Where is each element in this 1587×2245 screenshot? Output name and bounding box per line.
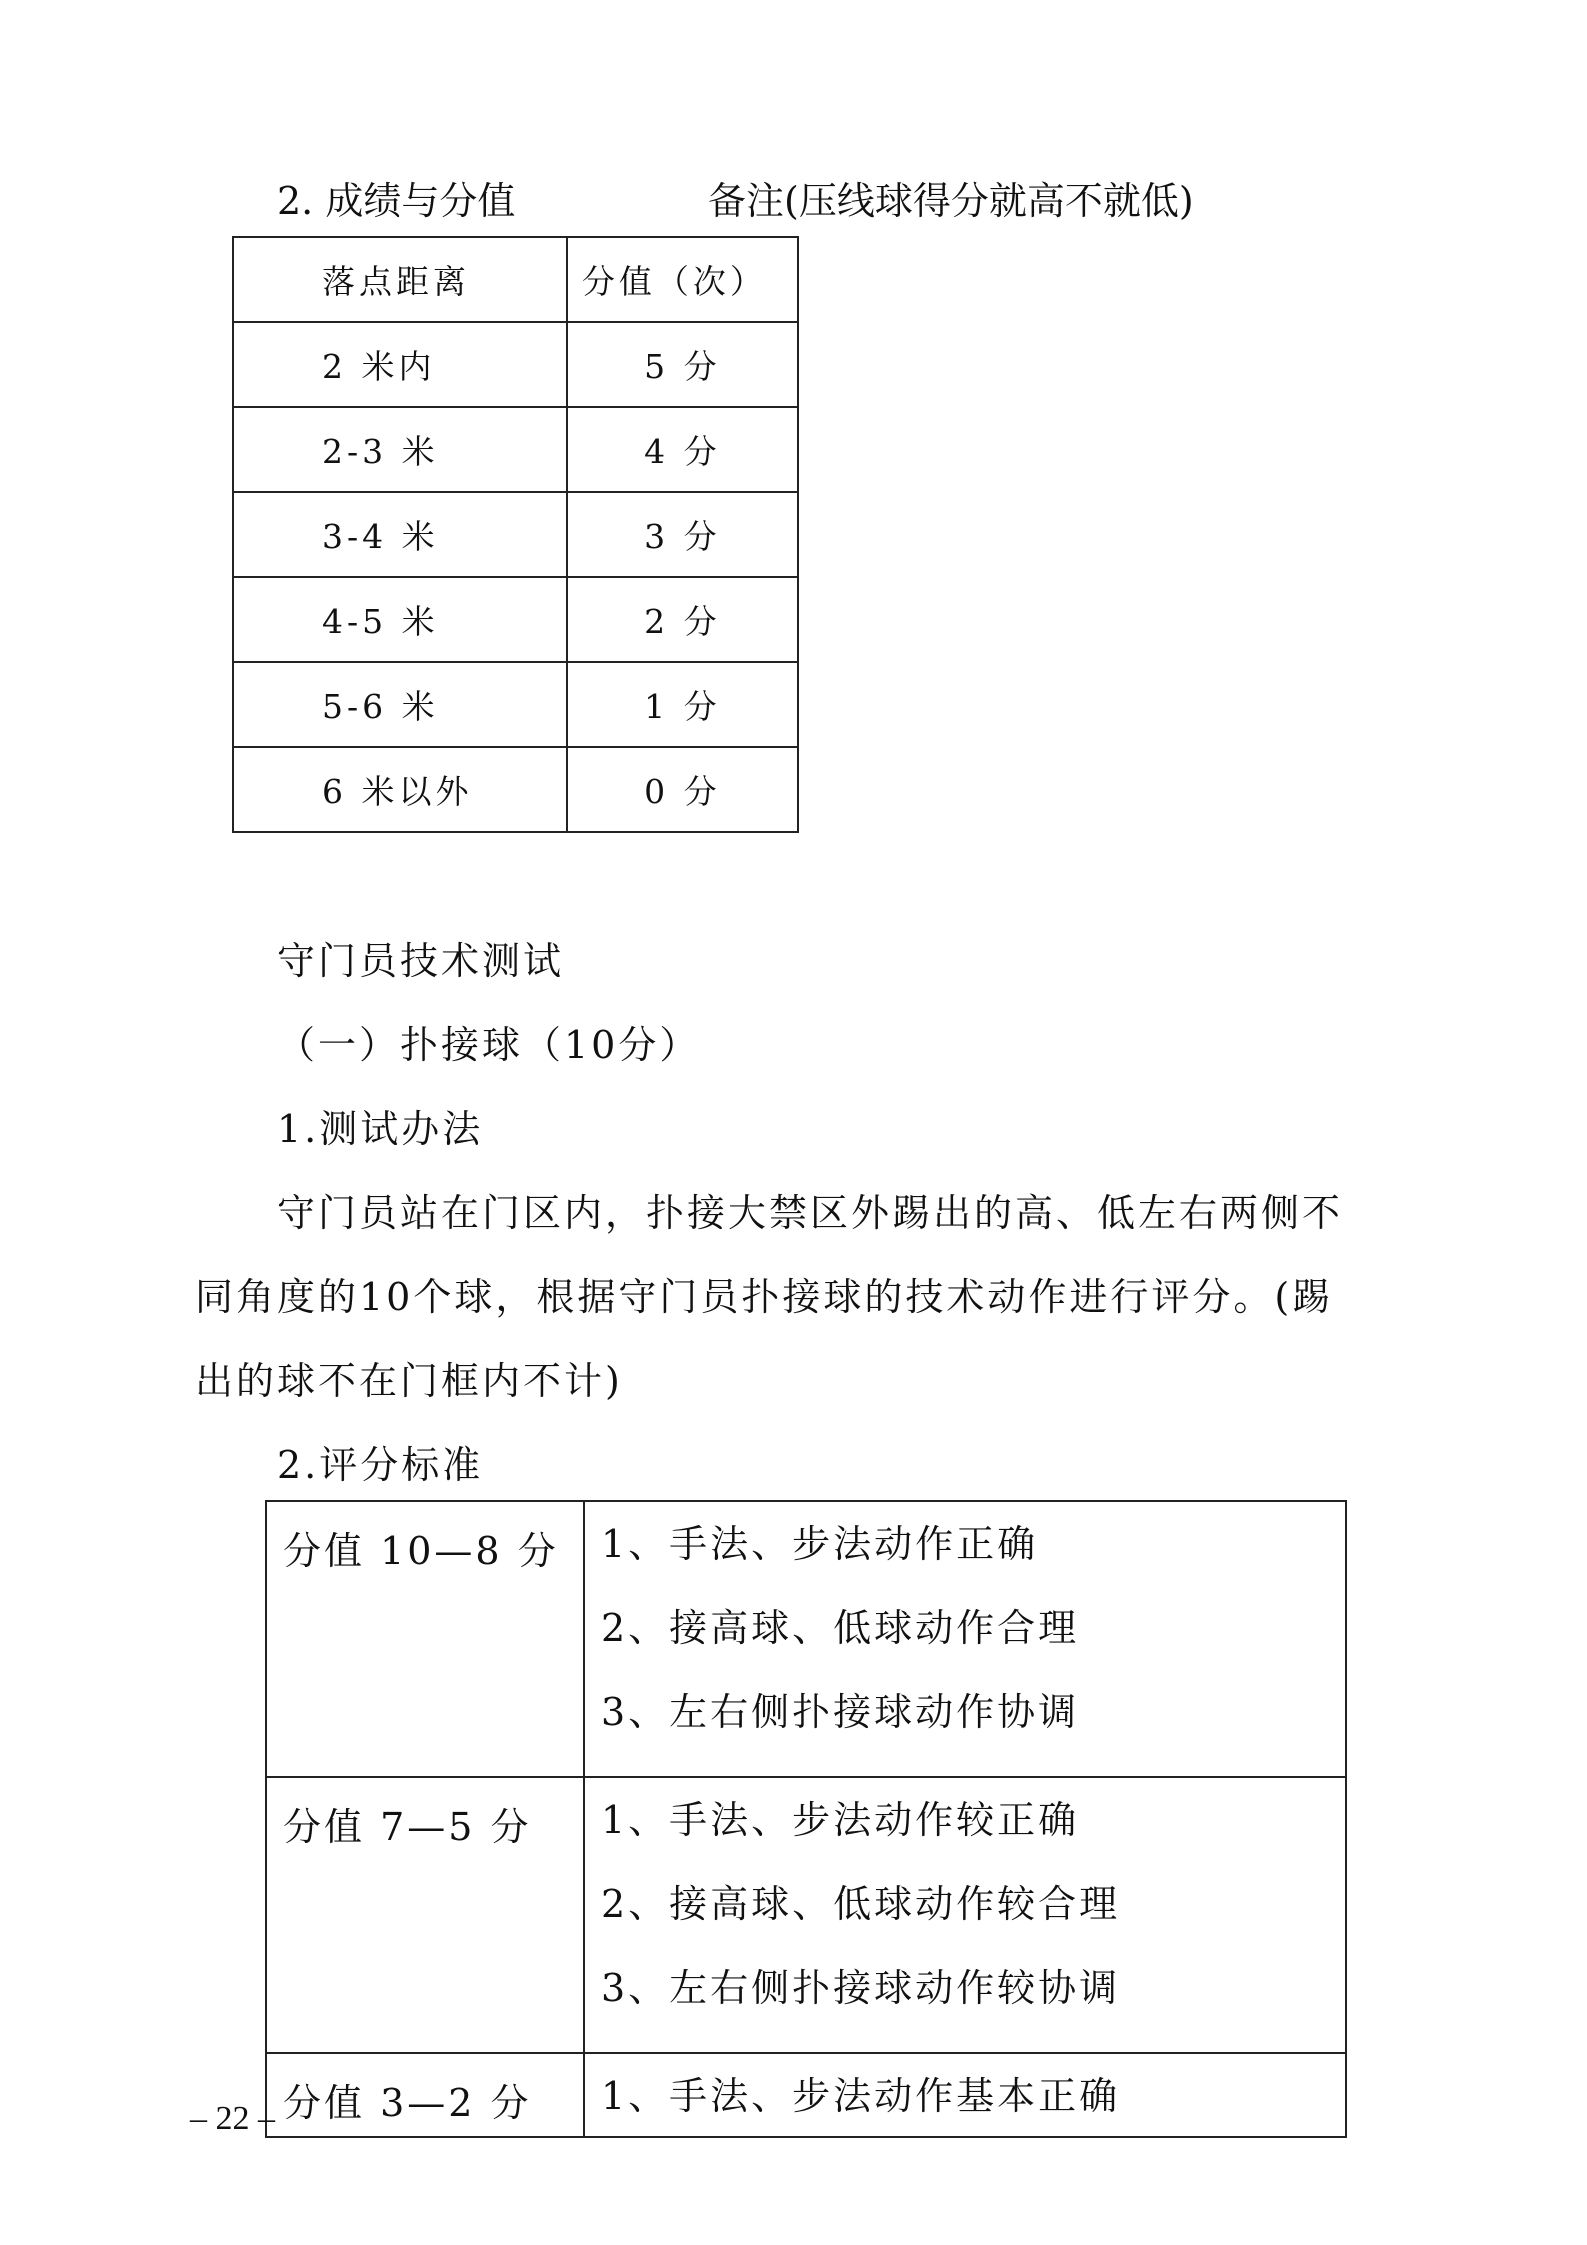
table-row xyxy=(233,747,798,832)
cell-score: 1 分 xyxy=(567,662,798,747)
cell-distance: 6 米以外 xyxy=(233,747,567,832)
method-line: 同角度的10个球，根据守门员扑接球的技术动作进行评分。(踢 xyxy=(195,1275,1334,1319)
score-table xyxy=(232,236,799,833)
criteria-heading: 2.评分标准 xyxy=(277,1443,484,1487)
level-cell: 分值 10—8 分 xyxy=(266,1501,584,1777)
table-row xyxy=(233,407,798,492)
cell-distance: 5-6 米 xyxy=(233,662,567,747)
cell-score: 2 分 xyxy=(567,577,798,662)
cell-distance: 4-5 米 xyxy=(233,577,567,662)
table-row xyxy=(233,662,798,747)
cell-distance: 2 米内 xyxy=(233,322,567,407)
cell-score: 5 分 xyxy=(567,322,798,407)
table-row xyxy=(233,322,798,407)
table-row xyxy=(266,1777,1346,2053)
criteria-item: 1、手法、步法动作基本正确 xyxy=(601,2074,1121,2118)
level-cell: 分值 7—5 分 xyxy=(266,1777,584,2053)
goalkeeper-subtitle: （一）扑接球（10分） xyxy=(277,1023,701,1067)
criteria-cell xyxy=(584,2053,1346,2137)
table-header-row xyxy=(233,237,798,322)
method-line: 守门员站在门区内，扑接大禁区外踢出的高、低左右两侧不 xyxy=(277,1191,1344,1235)
section-heading: 2. 成绩与分值 xyxy=(277,179,516,223)
table-row xyxy=(266,1501,1346,1777)
header-score: 分值（次） xyxy=(567,237,798,322)
criteria-item: 3、左右侧扑接球动作协调 xyxy=(601,1690,1080,1734)
table-row xyxy=(266,2053,1346,2137)
cell-distance: 3-4 米 xyxy=(233,492,567,577)
method-heading: 1.测试办法 xyxy=(277,1107,484,1151)
criteria-item: 3、左右侧扑接球动作较协调 xyxy=(601,1966,1121,2010)
criteria-cell xyxy=(584,1777,1346,2053)
method-line: 出的球不在门框内不计) xyxy=(195,1359,623,1403)
criteria-table xyxy=(265,1500,1347,2138)
table-row xyxy=(233,577,798,662)
criteria-item: 1、手法、步法动作正确 xyxy=(601,1522,1039,1566)
header-distance: 落点距离 xyxy=(233,237,567,322)
cell-score: 0 分 xyxy=(567,747,798,832)
cell-score: 3 分 xyxy=(567,492,798,577)
criteria-cell xyxy=(584,1501,1346,1777)
cell-distance: 2-3 米 xyxy=(233,407,567,492)
level-cell: 分值 3—2 分 xyxy=(266,2053,584,2137)
criteria-item: 2、接高球、低球动作较合理 xyxy=(601,1882,1121,1926)
cell-score: 4 分 xyxy=(567,407,798,492)
criteria-item: 2、接高球、低球动作合理 xyxy=(601,1606,1080,1650)
page-number: – 22 – xyxy=(190,2100,275,2137)
criteria-item: 1、手法、步法动作较正确 xyxy=(601,1798,1080,1842)
section-note: 备注(压线球得分就高不就低) xyxy=(708,179,1194,223)
table-row xyxy=(233,492,798,577)
goalkeeper-title: 守门员技术测试 xyxy=(277,939,565,983)
